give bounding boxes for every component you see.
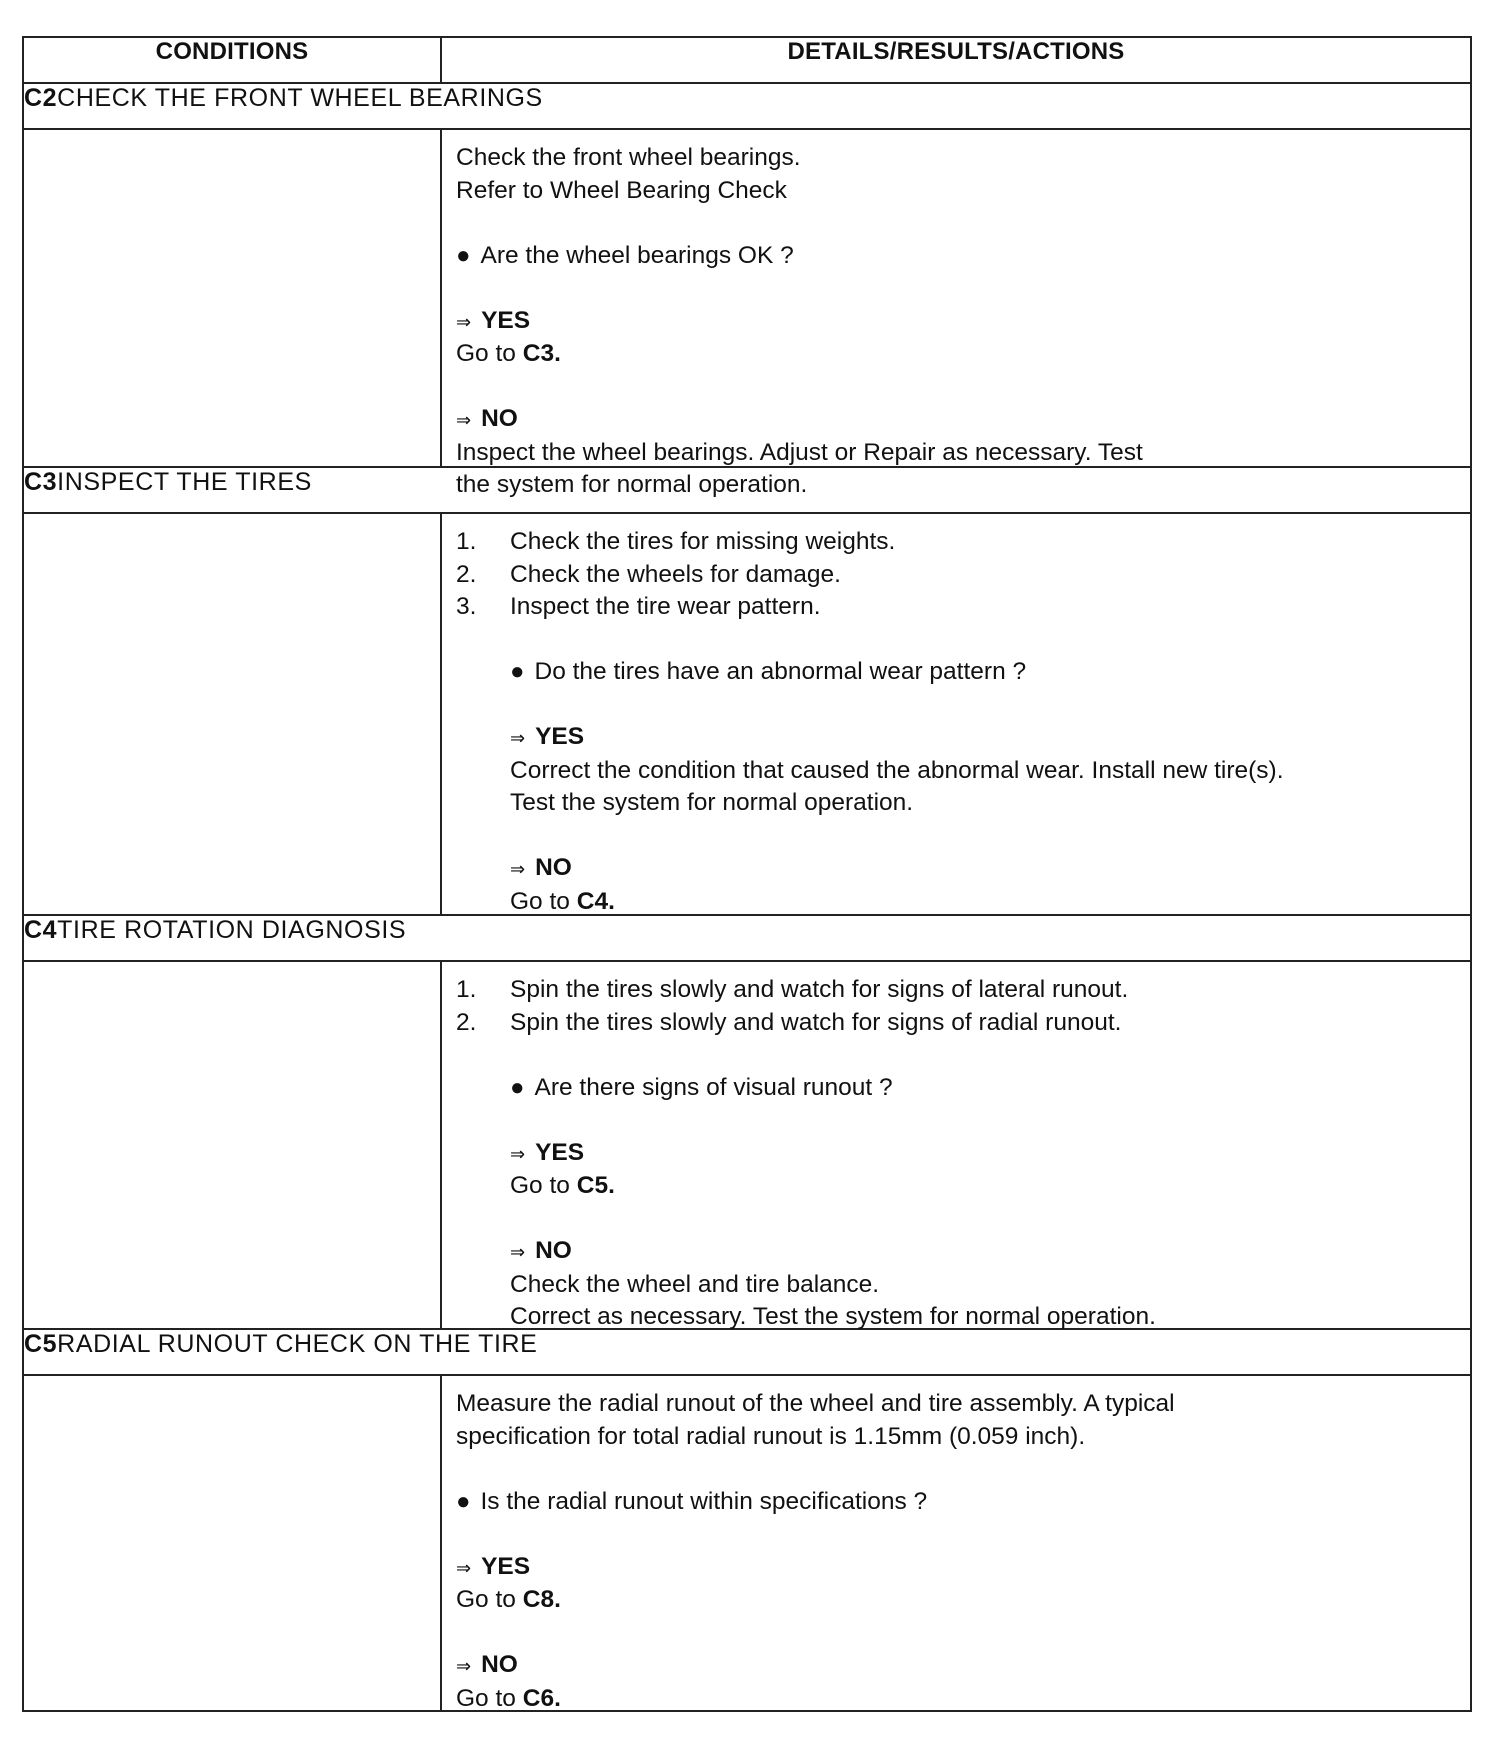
instruction-line: Check the front wheel bearings. xyxy=(456,144,801,171)
yes-action: Go to C3. xyxy=(456,340,561,367)
no-label: ⇒ NO xyxy=(456,405,518,432)
section-title-text: INSPECT THE TIRES xyxy=(57,468,312,496)
no-action: Inspect the wheel bearings. Adjust or Repair as necessary. Test xyxy=(456,438,1143,466)
section-title-c2 xyxy=(23,83,1471,129)
question: ● Are there signs of visual runout ? xyxy=(510,1072,1458,1105)
conditions-cell xyxy=(23,1375,441,1711)
arrow-icon: ⇒ xyxy=(456,410,472,430)
section-code: C3 xyxy=(24,468,58,496)
yes-label: ⇒ YES xyxy=(456,1552,531,1580)
section-code: C5 xyxy=(24,1330,58,1358)
section-row-c5 xyxy=(23,1329,1471,1375)
details-cell xyxy=(441,961,1471,1329)
no-action: Go to C4. xyxy=(510,887,615,915)
arrow-icon: ⇒ xyxy=(456,1656,472,1676)
conditions-cell xyxy=(23,513,441,915)
question: ● Is the radial runout within specifications ? xyxy=(456,1486,1458,1519)
list-item: 2. Spin the tires slowly and watch for signs of radial runout. xyxy=(456,1008,1122,1036)
arrow-icon: ⇒ xyxy=(510,859,526,879)
list-item: 2. Check the wheels for damage. xyxy=(456,560,841,588)
yes-action: Go to C8. xyxy=(456,1586,561,1613)
instruction-line: Measure the radial runout of the wheel and tire assembly. A typical xyxy=(456,1390,1175,1417)
section-code: C4 xyxy=(24,916,58,944)
list-item: 1. Spin the tires slowly and watch for signs of lateral runout. xyxy=(456,976,1129,1003)
diagnostic-table xyxy=(22,36,1472,1712)
section-title-c5 xyxy=(23,1329,1471,1375)
no-action: the system for normal operation. xyxy=(456,471,808,498)
list-item: 3. Inspect the tire wear pattern. xyxy=(456,593,821,620)
section-title-text: TIRE ROTATION DIAGNOSIS xyxy=(57,916,407,944)
section-body-c5 xyxy=(23,1375,1471,1711)
no-action: Check the wheel and tire balance. xyxy=(510,1270,880,1298)
list-item: 1. Check the tires for missing weights. xyxy=(456,528,896,555)
yes-action: Correct the condition that caused the abnormal wear. Install new tire(s). xyxy=(510,756,1284,784)
section-row-c4 xyxy=(23,915,1471,961)
section-row-c2 xyxy=(23,83,1471,129)
step-list xyxy=(456,526,1458,624)
section-title-text: RADIAL RUNOUT CHECK ON THE TIRE xyxy=(57,1330,538,1358)
yes-label: ⇒ YES xyxy=(510,723,585,750)
section-title-c4 xyxy=(23,915,1471,961)
details-cell xyxy=(441,1375,1471,1711)
details-cell xyxy=(441,129,1471,498)
details-cell xyxy=(441,513,1471,915)
instruction-line: specification for total radial runout is 1.15mm (0.059 inch). xyxy=(456,1422,1086,1450)
step-list xyxy=(456,974,1458,1039)
question: ● Are the wheel bearings OK ? xyxy=(456,240,1458,273)
section-title-text: CHECK THE FRONT WHEEL BEARINGS xyxy=(57,84,543,112)
yes-action: Test the system for normal operation. xyxy=(510,789,914,816)
no-label: ⇒ NO xyxy=(456,1651,518,1678)
no-label: ⇒ NO xyxy=(510,1237,572,1264)
section-code: C2 xyxy=(24,84,58,112)
conditions-header: CONDITIONS xyxy=(23,37,441,83)
no-action: Go to C6. xyxy=(456,1684,561,1712)
conditions-cell xyxy=(23,961,441,1329)
arrow-icon: ⇒ xyxy=(456,1557,472,1578)
arrow-icon: ⇒ xyxy=(510,1143,526,1164)
instruction-line: Refer to Wheel Bearing Check xyxy=(456,176,787,204)
details-header: DETAILS/RESULTS/ACTIONS xyxy=(441,37,1471,83)
section-body-c4 xyxy=(23,961,1471,1329)
yes-action: Go to C5. xyxy=(510,1172,615,1199)
question: ● Do the tires have an abnormal wear pattern ? xyxy=(510,656,1458,689)
arrow-icon: ⇒ xyxy=(510,1242,526,1262)
section-body-c2 xyxy=(23,129,1471,467)
yes-label: ⇒ YES xyxy=(456,306,531,334)
no-label: ⇒ NO xyxy=(510,854,572,881)
conditions-cell xyxy=(23,129,441,467)
no-action: Correct as necessary. Test the system for normal operation. xyxy=(510,1303,1156,1330)
section-body-c3 xyxy=(23,513,1471,915)
yes-label: ⇒ YES xyxy=(510,1138,585,1166)
arrow-icon: ⇒ xyxy=(510,728,526,748)
arrow-icon: ⇒ xyxy=(456,311,472,332)
table-header-row xyxy=(23,37,1471,83)
